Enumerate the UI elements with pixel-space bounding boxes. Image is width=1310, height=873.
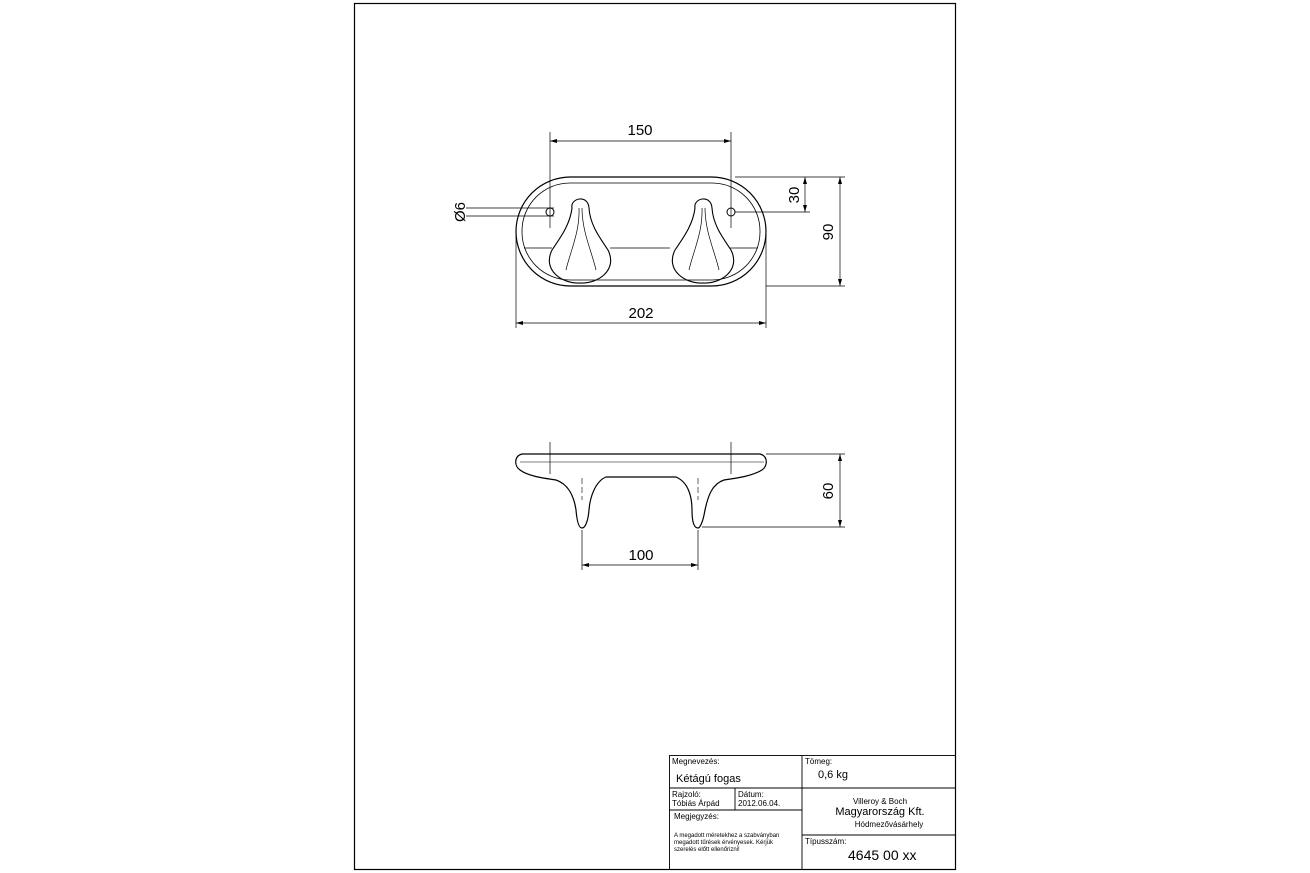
dim-height: 90 — [820, 223, 837, 241]
sheet-border — [355, 4, 956, 870]
tb-mass-value: 0,6 kg — [818, 769, 848, 781]
tb-company-line3: Hódmezővásárhely — [854, 820, 924, 829]
tb-remark-line2: megadott tűrések érvényesek. Kérjük — [674, 840, 774, 846]
tb-type-label: Típusszám: — [805, 837, 847, 846]
tb-name-value: Kétágú fogas — [676, 773, 741, 785]
side-view-dim-arrows — [582, 454, 842, 567]
tb-mass-label: Tömeg: — [805, 757, 833, 766]
side-view — [516, 442, 767, 528]
dim-foot-spacing: 100 — [628, 547, 654, 564]
top-view-inner-outline — [522, 183, 760, 280]
dim-length: 202 — [628, 305, 654, 322]
top-view-hook-right — [672, 199, 733, 283]
tb-remark-label: Megjegyzés: — [674, 812, 719, 821]
tb-drawer-label: Rajzoló: — [672, 790, 701, 799]
side-view-outline — [516, 454, 767, 528]
tb-date-label: Dátum: — [738, 790, 764, 799]
tb-remark-line3: szerelés előtt ellenőrizni! — [674, 847, 740, 853]
tb-company-line2: Magyarország Kft. — [835, 806, 925, 818]
dim-hole-offset: 30 — [786, 186, 803, 204]
tb-date-value: 2012.06.04. — [738, 799, 781, 808]
side-view-dimensions — [582, 454, 845, 570]
tb-name-label: Megnevezés: — [672, 757, 720, 766]
tb-drawer-value: Tóbiás Árpád — [672, 799, 720, 808]
top-view-hook-left — [549, 199, 610, 283]
top-view — [516, 132, 766, 286]
dim-hole-spacing: 150 — [627, 122, 653, 139]
dim-depth: 60 — [820, 482, 837, 500]
tb-remark-line1: A megadott méretekhez a szabványban — [674, 833, 780, 839]
top-view-dimensions — [466, 141, 845, 328]
tb-type-value: 4645 00 xx — [848, 847, 917, 863]
tb-company-line1: Villeroy & Boch — [852, 797, 908, 806]
top-view-dim-arrows — [516, 139, 842, 325]
dim-hole-diameter: Ø6 — [452, 201, 469, 223]
top-view-outer-outline — [516, 177, 766, 286]
